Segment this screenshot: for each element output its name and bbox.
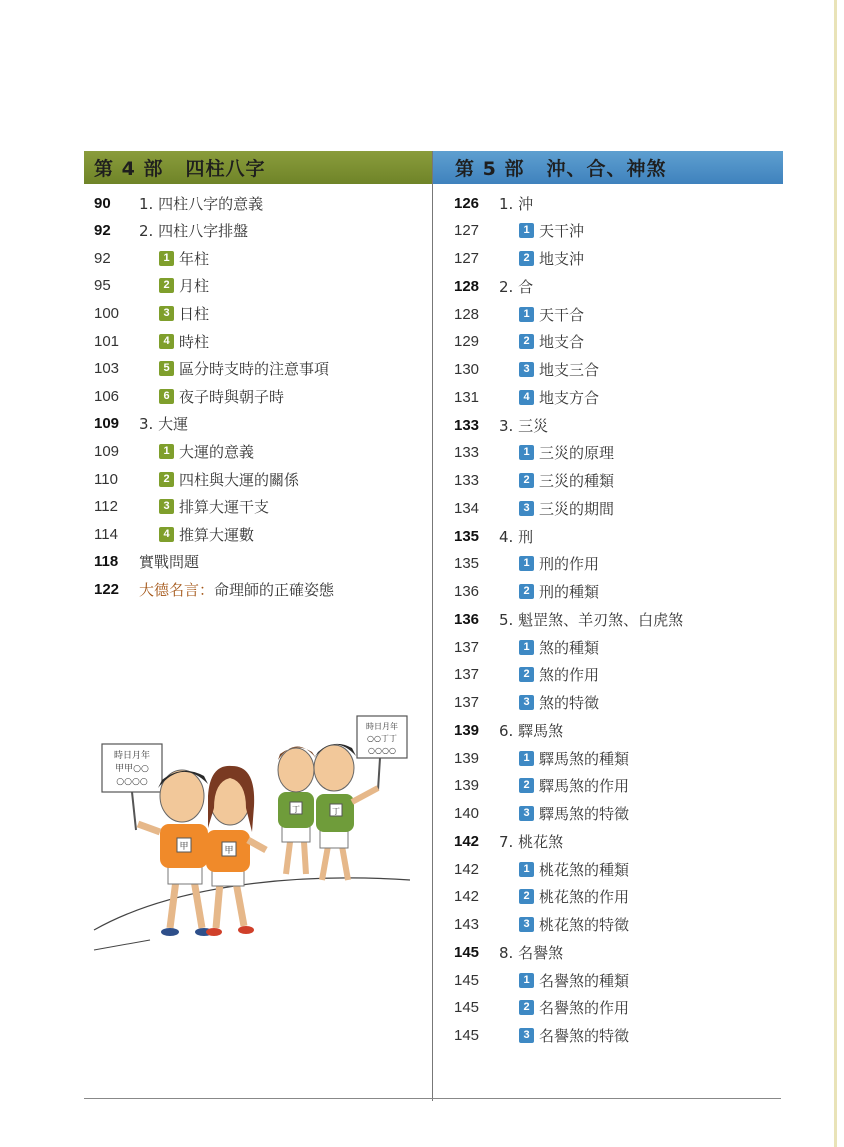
number-badge: 2 (519, 889, 534, 904)
number-badge: 1 (519, 307, 534, 322)
page-number: 142 (454, 832, 480, 850)
number-badge: 1 (519, 223, 534, 238)
section-title: 實戰問題 (139, 553, 200, 572)
number-badge: 3 (159, 499, 174, 514)
subsection-title: 地支沖 (539, 250, 585, 268)
page-number: 137 (454, 666, 480, 684)
left-toc-entry (94, 246, 209, 270)
subsection (159, 248, 209, 269)
section-title: 2. 合 (499, 277, 534, 296)
page-number: 142 (454, 860, 480, 878)
section-title: 7. 桃花煞 (499, 832, 564, 851)
subsection-title: 名譽煞的作用 (539, 999, 630, 1018)
column-divider (432, 151, 433, 1101)
part4-header (84, 151, 432, 184)
page-number: 92 (94, 249, 111, 267)
subsection (519, 498, 614, 519)
subsection-title: 煞的種類 (539, 638, 600, 657)
subsection (519, 692, 599, 713)
section-title: 1. 四柱八字的意義 (139, 194, 264, 213)
subsection (519, 304, 584, 325)
number-badge: 2 (159, 278, 174, 293)
right-toc-entry (454, 857, 629, 881)
right-toc-entry (454, 940, 563, 964)
subsection (519, 387, 599, 408)
page-number: 106 (94, 387, 120, 405)
quote-entry: 大德名言：命理師的正確姿態 (139, 580, 335, 599)
subsection-title: 三災的期間 (539, 499, 615, 518)
number-badge: 3 (519, 695, 534, 710)
number-badge: 1 (159, 444, 174, 459)
student-green-2 (314, 744, 378, 880)
subsection (159, 496, 269, 517)
right-toc-entry (454, 663, 599, 687)
subsection-title: 桃花煞的作用 (539, 888, 630, 907)
right-toc-entry (454, 274, 533, 298)
subsection (159, 441, 254, 462)
subsection (159, 331, 209, 352)
right-toc-entry (454, 302, 584, 326)
number-badge: 3 (519, 1028, 534, 1043)
sign-left-line2: 甲甲○○ (115, 764, 149, 774)
page-number: 134 (454, 499, 480, 517)
page-number: 122 (94, 580, 120, 598)
subsection-title: 排算大運干支 (179, 498, 270, 517)
number-badge: 6 (159, 389, 174, 404)
subsection (519, 970, 629, 991)
right-toc-entry (454, 330, 584, 354)
right-toc-entry (454, 219, 584, 243)
right-toc-entry (454, 691, 599, 715)
right-toc-entry (454, 191, 533, 215)
student-orange-1 (138, 770, 213, 936)
subsection-title: 名譽煞的種類 (539, 971, 630, 990)
number-badge: 3 (519, 362, 534, 377)
shirt-right-label: 丁 (332, 807, 340, 816)
subsection-title: 煞的作用 (539, 666, 600, 685)
page-number: 133 (454, 416, 480, 434)
right-toc-entry (454, 441, 614, 465)
page-number: 137 (454, 638, 480, 656)
page-number: 145 (454, 943, 480, 961)
page-number: 95 (94, 277, 111, 295)
right-toc-entry (454, 1024, 629, 1048)
sign-left-line3: ○○○○ (116, 777, 148, 787)
section-title: 8. 名譽煞 (499, 943, 564, 962)
subsection (519, 1025, 629, 1046)
left-toc-entry (94, 522, 254, 546)
page-number: 139 (454, 721, 480, 739)
page-number: 118 (94, 553, 119, 571)
right-toc-entry (454, 413, 548, 437)
page-number: 139 (454, 749, 480, 767)
sign-right (357, 716, 407, 790)
right-toc-entry (454, 607, 683, 631)
sign-left (102, 744, 162, 830)
right-toc-entry (454, 580, 599, 604)
section-title: 3. 大運 (139, 415, 189, 434)
subsection-title: 地支三合 (539, 361, 600, 379)
subsection-title: 驛馬煞的種類 (539, 749, 630, 768)
page-number: 101 (94, 332, 120, 350)
number-badge: 2 (159, 472, 174, 487)
subsection-title: 桃花煞的特徵 (539, 916, 630, 934)
number-badge: 1 (519, 640, 534, 655)
page-number: 126 (454, 194, 480, 212)
page-number: 139 (454, 777, 480, 795)
subsection-title: 夜子時與朝子時 (179, 387, 285, 406)
page-number: 145 (454, 1027, 480, 1044)
page-number: 137 (454, 694, 480, 711)
page-number: 127 (454, 250, 480, 267)
page-number: 145 (454, 999, 480, 1017)
subsection (519, 581, 599, 602)
page-number: 109 (94, 442, 120, 460)
page-number: 131 (454, 388, 480, 406)
right-toc-entry (454, 996, 629, 1020)
number-badge: 3 (519, 501, 534, 516)
page-number: 143 (454, 916, 480, 933)
subsection-title: 刑的種類 (539, 583, 600, 601)
right-toc-entry (454, 885, 629, 909)
page-number: 109 (94, 415, 120, 433)
left-toc-entry (94, 329, 209, 353)
right-toc-entry (454, 968, 629, 992)
students-illustration (90, 712, 420, 957)
page-number: 133 (454, 444, 480, 462)
subsection (519, 359, 599, 380)
subsection-title: 地支合 (539, 333, 585, 352)
subsection-title: 年柱 (179, 249, 210, 268)
shirt-left-label: 甲 (179, 842, 189, 852)
subsection (519, 470, 614, 491)
part5-title: 沖、合、神煞 (546, 158, 667, 180)
page-number: 103 (94, 360, 120, 378)
section-title: 6. 驛馬煞 (499, 721, 564, 740)
subsection-title: 名譽煞的特徵 (539, 1027, 630, 1045)
subsection-title: 三災的原理 (539, 444, 615, 463)
part5-label: 第 5 部 (455, 158, 525, 180)
section-title: 4. 刑 (499, 527, 534, 546)
right-toc-entry (454, 524, 533, 548)
number-badge: 1 (519, 751, 534, 766)
left-toc-entry (94, 550, 199, 574)
right-toc-entry (454, 774, 629, 798)
page-number: 92 (94, 222, 111, 240)
number-badge: 1 (519, 445, 534, 460)
subsection-title: 日柱 (179, 304, 210, 323)
number-badge: 2 (519, 334, 534, 349)
left-toc-entry (94, 439, 254, 463)
part4-label: 第 4 部 (94, 158, 164, 180)
part4-title: 四柱八字 (185, 158, 266, 180)
svg-text:丁: 丁 (292, 805, 300, 814)
number-badge: 3 (159, 306, 174, 321)
right-toc-entry (454, 913, 629, 937)
number-badge: 1 (159, 251, 174, 266)
subsection (159, 303, 209, 324)
right-toc-entry (454, 385, 599, 409)
left-toc-entry (94, 467, 299, 491)
section-title: 5. 魁罡煞、羊刃煞、白虎煞 (499, 610, 684, 629)
page-number: 135 (454, 555, 480, 573)
right-toc-entry (454, 552, 599, 576)
svg-text:甲: 甲 (224, 846, 234, 856)
number-badge: 2 (519, 778, 534, 793)
subsection (159, 358, 329, 379)
left-toc-entry (94, 495, 269, 519)
number-badge: 4 (159, 527, 174, 542)
left-toc-entry (94, 301, 209, 325)
left-toc-entry (94, 191, 263, 215)
subsection-title: 桃花煞的種類 (539, 860, 630, 879)
number-badge: 3 (519, 917, 534, 932)
subsection (519, 748, 629, 769)
number-badge: 1 (519, 973, 534, 988)
number-badge: 2 (519, 1000, 534, 1015)
right-toc-entry (454, 746, 629, 770)
subsection (519, 775, 629, 796)
page-number: 130 (454, 361, 480, 378)
page-number: 127 (454, 222, 480, 240)
sign-right-line2: ○○丁丁 (367, 734, 397, 743)
student-orange-2 (206, 766, 266, 936)
subsection (519, 637, 599, 658)
number-badge: 1 (519, 862, 534, 877)
left-toc-entry (94, 357, 329, 381)
page-number: 100 (94, 304, 120, 322)
right-toc-entry (454, 802, 629, 826)
page-number: 136 (454, 610, 480, 628)
subsection-title: 三災的種類 (539, 472, 615, 490)
page-number: 129 (454, 333, 480, 351)
subsection-title: 地支方合 (539, 388, 600, 407)
sign-left-line1: 時日月年 (113, 751, 151, 761)
section-title: 3. 三災 (499, 416, 549, 435)
subsection-title: 四柱與大運的關係 (179, 470, 300, 489)
subsection-title: 驛馬煞的作用 (539, 777, 630, 796)
left-toc-entry (94, 384, 284, 408)
right-toc-entry (454, 469, 614, 493)
page-number: 136 (454, 583, 480, 600)
subsection (159, 275, 209, 296)
subsection (519, 859, 629, 880)
right-toc-entry (454, 247, 584, 271)
subsection-title: 天干沖 (539, 222, 585, 241)
subsection (519, 248, 584, 269)
subsection (519, 664, 599, 685)
left-toc-entry (94, 577, 334, 601)
section-title: 1. 沖 (499, 194, 534, 213)
page-number: 128 (454, 277, 480, 295)
right-toc-entry (454, 829, 563, 853)
page-number: 140 (454, 805, 480, 822)
subsection-title: 時柱 (179, 332, 210, 351)
page-number: 145 (454, 971, 480, 989)
subsection-title: 月柱 (179, 277, 210, 296)
subsection (519, 331, 584, 352)
subsection (519, 220, 584, 241)
subsection-title: 推算大運數 (179, 525, 255, 544)
right-toc-entry (454, 496, 614, 520)
footer-rule (84, 1098, 781, 1099)
page-number: 133 (454, 472, 480, 489)
number-badge: 2 (519, 251, 534, 266)
section-title: 2. 四柱八字排盤 (139, 222, 249, 241)
ground-line (94, 878, 410, 930)
page-number: 114 (94, 525, 118, 543)
part5-header (433, 151, 783, 184)
number-badge: 5 (159, 361, 174, 376)
number-badge: 3 (519, 806, 534, 821)
subsection (519, 914, 629, 935)
right-toc-entry (454, 358, 599, 382)
left-toc-entry (94, 412, 188, 436)
number-badge: 2 (519, 584, 534, 599)
number-badge: 4 (159, 334, 174, 349)
student-green-1 (278, 746, 316, 874)
number-badge: 4 (519, 390, 534, 405)
page-number: 112 (94, 498, 118, 516)
number-badge: 1 (519, 556, 534, 571)
left-toc-entry (94, 219, 248, 243)
subsection (519, 803, 629, 824)
subsection-title: 刑的作用 (539, 555, 600, 574)
subsection-title: 大運的意義 (179, 442, 255, 461)
subsection (159, 386, 284, 407)
quote-title: 命理師的正確姿態 (214, 580, 335, 599)
subsection-title: 天干合 (539, 305, 585, 324)
subsection (519, 442, 614, 463)
subsection (519, 553, 599, 574)
subsection (159, 469, 299, 490)
subsection (519, 886, 629, 907)
subsection (159, 524, 254, 545)
left-toc-entry (94, 274, 209, 298)
sign-right-line1: 時日月年 (366, 722, 398, 731)
number-badge: 2 (519, 667, 534, 682)
page-number: 142 (454, 888, 480, 906)
number-badge: 2 (519, 473, 534, 488)
right-toc-entry (454, 635, 599, 659)
page-number: 135 (454, 527, 480, 545)
subsection-title: 煞的特徵 (539, 694, 600, 712)
subsection (519, 997, 629, 1018)
subsection-title: 區分時支時的注意事項 (179, 360, 330, 379)
page-edge-stripe (834, 0, 837, 1147)
page-number: 128 (454, 305, 480, 323)
page-number: 90 (94, 194, 111, 212)
sign-right-line3: ○○○○ (368, 746, 396, 755)
quote-label: 大德名言 (139, 580, 200, 599)
subsection-title: 驛馬煞的特徵 (539, 805, 630, 823)
page-number: 110 (94, 470, 118, 488)
right-toc-entry (454, 718, 563, 742)
